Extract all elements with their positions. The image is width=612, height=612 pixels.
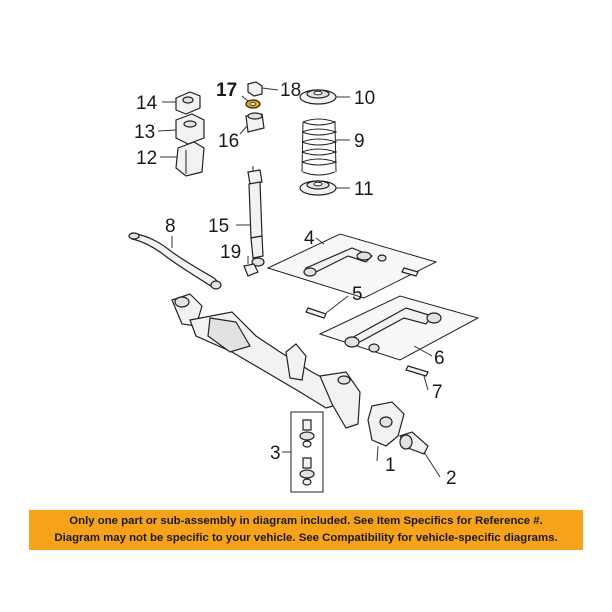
part-11-spring-seat-lower: [300, 181, 336, 195]
part-17-washer: [246, 100, 260, 108]
part-6-lower-control-arm: [320, 296, 478, 360]
callout-14: 14: [136, 93, 158, 114]
disclaimer-banner: [29, 510, 583, 550]
part-9-coil-spring: [302, 119, 336, 175]
callout-6: 6: [434, 348, 445, 369]
callout-7: 7: [432, 382, 443, 403]
part-1-knuckle: [368, 402, 404, 446]
part-7-bolt: [406, 366, 428, 376]
callout-11: 11: [354, 179, 374, 200]
part-2-axle-shaft: [400, 432, 428, 454]
callout-1: 1: [385, 455, 396, 476]
callout-4: 4: [304, 228, 315, 249]
callout-2: 2: [446, 468, 457, 489]
callout-3: 3: [270, 443, 281, 464]
callout-9: 9: [354, 131, 365, 152]
part-10-spring-seat-upper: [300, 90, 336, 104]
callout-18: 18: [280, 80, 302, 101]
part-13-bracket: [176, 114, 204, 144]
callout-17: 17: [216, 80, 238, 101]
callout-15: 15: [208, 216, 230, 237]
disclaimer-line-1: Only one part or sub-assembly in diagram included. See Item Specifics for Reference #.: [69, 515, 543, 527]
callout-19: 19: [220, 242, 242, 263]
part-8-track-bar: [129, 233, 221, 289]
part-5-bolt: [306, 308, 326, 318]
callout-12: 12: [136, 148, 158, 169]
part-18-nut: [248, 82, 262, 96]
callout-5: 5: [352, 284, 363, 305]
callout-13: 13: [134, 122, 156, 143]
callout-16: 16: [218, 131, 240, 152]
disclaimer-line-2: Diagram may not be specific to your vehicle. See Compatibility for vehicle-specific diagrams.: [54, 532, 558, 544]
part-12-bump-pad: [176, 142, 204, 176]
part-16-bushing: [246, 113, 264, 132]
part-15-shock-absorber: [248, 166, 264, 266]
callout-10: 10: [354, 88, 376, 109]
callout-8: 8: [165, 216, 176, 237]
front-axle: [172, 294, 360, 428]
part-3-ball-joint-kit: [291, 412, 323, 492]
part-14-bump-stop: [176, 92, 200, 114]
